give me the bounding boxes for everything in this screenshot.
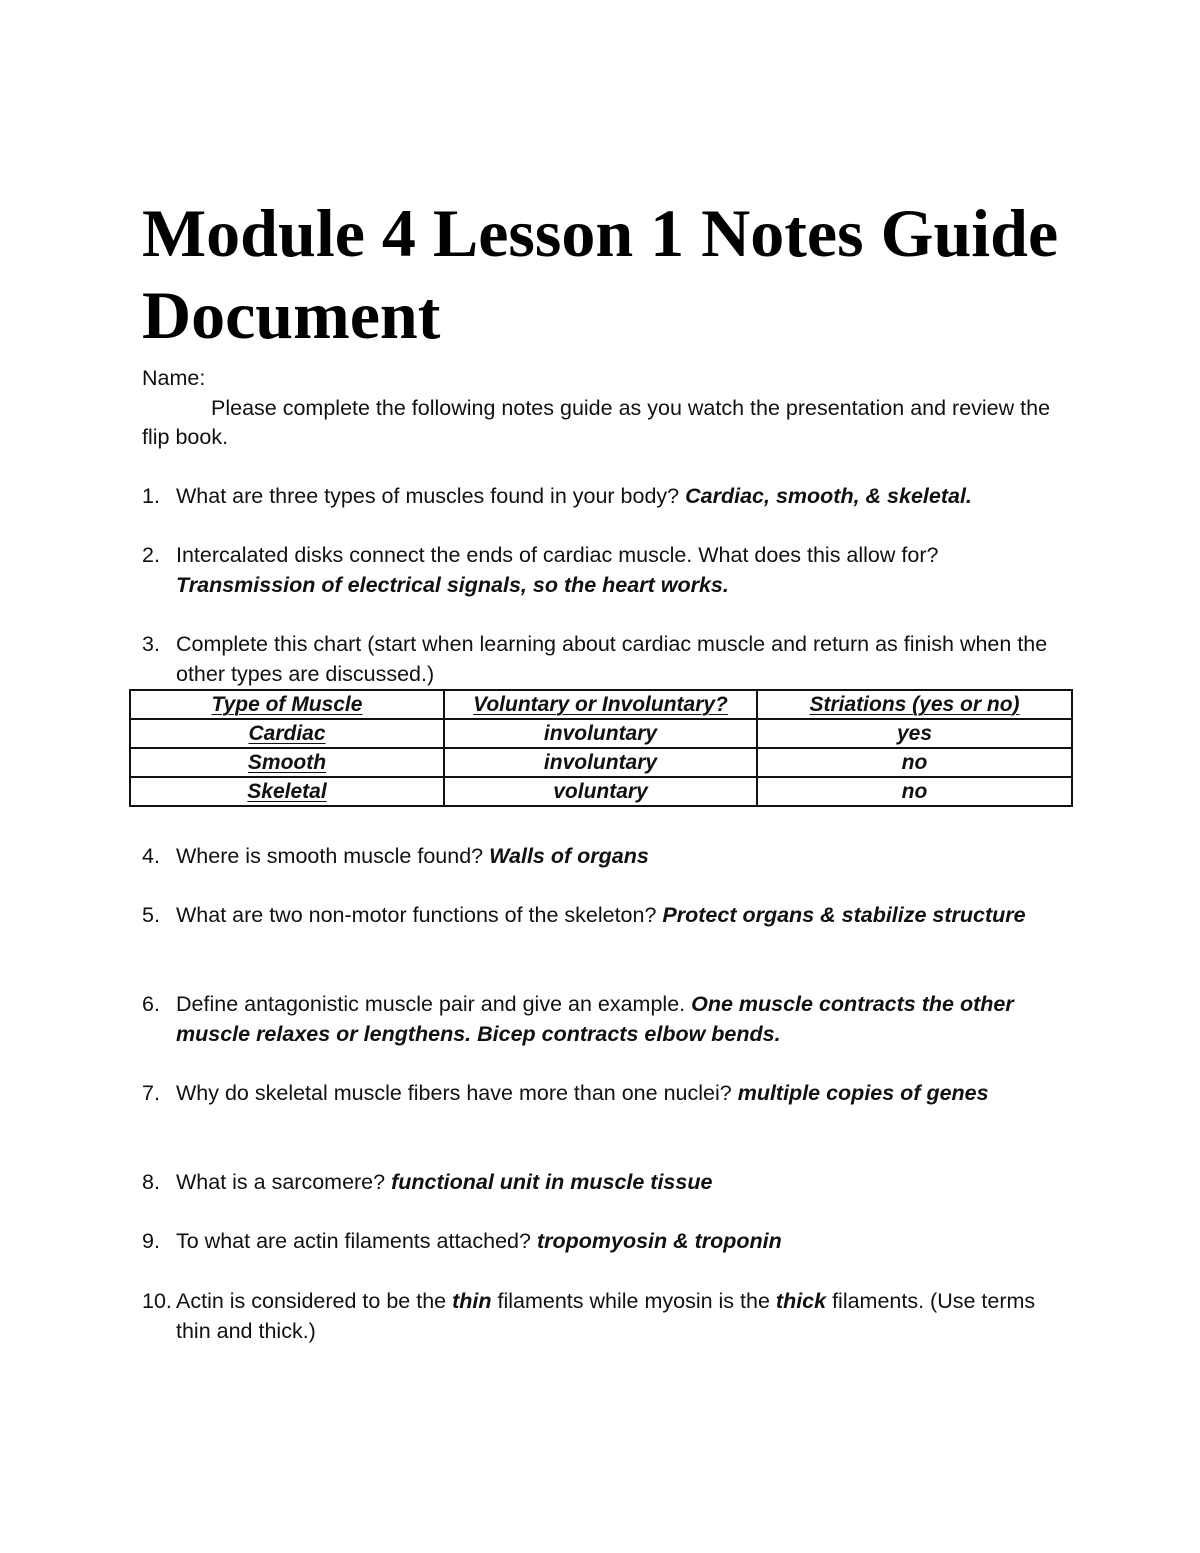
question-5 <box>142 901 1072 931</box>
table-cell: Skeletal <box>130 777 444 806</box>
question-number: 2. <box>142 543 160 567</box>
table-header-cell: Voluntary or Involuntary? <box>444 690 757 719</box>
question-7 <box>142 1079 1072 1109</box>
question-text: What are two non-motor functions of the skeleton? <box>176 903 657 927</box>
question-8 <box>142 1168 1072 1198</box>
muscle-chart-table <box>129 689 1073 807</box>
table-cell: voluntary <box>444 777 757 806</box>
table-cell: yes <box>757 719 1072 748</box>
table-header-row <box>130 690 1072 719</box>
question-number: 5. <box>142 903 160 927</box>
intro-instructions: Please complete the following notes guide as you watch the presentation and review the flip book. <box>142 396 1051 449</box>
table-header-cell: Striations (yes or no) <box>757 690 1072 719</box>
document-title: Module 4 Lesson 1 Notes Guide Document <box>142 195 1059 353</box>
table-row <box>130 719 1072 748</box>
question-answer: functional unit in muscle tissue <box>391 1170 713 1194</box>
question-number: 3. <box>142 632 160 656</box>
table-cell: involuntary <box>444 748 757 777</box>
question-number: 9. <box>142 1229 160 1253</box>
table-cell: no <box>757 748 1072 777</box>
question-number: 1. <box>142 484 160 508</box>
question-answer-blank: thin <box>452 1289 492 1313</box>
question-number: 8. <box>142 1170 160 1194</box>
question-text: Define antagonistic muscle pair and give an example. <box>176 992 686 1016</box>
question-text-part: Actin is considered to be the <box>176 1289 447 1313</box>
table-cell: Cardiac <box>130 719 444 748</box>
question-text-part: filaments. (Use terms thin and thick.) <box>176 1289 1036 1343</box>
question-answer: One muscle contracts the other muscle relaxes or lengthens. Bicep contracts elbow bends. <box>176 992 1014 1046</box>
question-answer: Transmission of electrical signals, so the heart works. <box>176 572 729 597</box>
question-6 <box>142 990 1072 1049</box>
question-answer: Cardiac, smooth, & skeletal. <box>685 484 972 508</box>
question-text: Intercalated disks connect the ends of cardiac muscle. What does this allow for? <box>176 543 939 567</box>
question-number: 10. <box>142 1289 172 1313</box>
table-cell: Smooth <box>130 748 444 777</box>
table-row <box>130 777 1072 806</box>
question-answer: Protect organs & stabilize structure <box>662 903 1026 927</box>
question-3 <box>142 630 1072 689</box>
question-text: To what are actin filaments attached? <box>176 1229 531 1253</box>
table-cell: no <box>757 777 1072 806</box>
question-text: What are three types of muscles found in your body? <box>176 484 680 508</box>
question-answer: tropomyosin & troponin <box>536 1229 782 1253</box>
question-10 <box>142 1287 1072 1346</box>
table-cell: involuntary <box>444 719 757 748</box>
question-answer: multiple copies of genes <box>737 1081 989 1105</box>
table-row <box>130 748 1072 777</box>
table-header-cell: Type of Muscle <box>130 690 444 719</box>
question-text: Why do skeletal muscle fibers have more than one nuclei? <box>176 1081 732 1105</box>
question-number: 6. <box>142 992 160 1016</box>
question-answer: Walls of organs <box>489 844 649 868</box>
question-1 <box>142 482 1072 512</box>
question-text: Where is smooth muscle found? <box>176 844 484 868</box>
question-text: Complete this chart (start when learning about cardiac muscle and return as finish when the other types are discussed.) <box>176 632 1048 686</box>
question-9 <box>142 1227 1072 1257</box>
question-text: What is a sarcomere? <box>176 1170 386 1194</box>
question-number: 7. <box>142 1081 160 1105</box>
question-answer-blank: thick <box>775 1289 827 1313</box>
question-2 <box>142 541 1072 600</box>
name-label: Name: <box>142 366 206 390</box>
question-number: 4. <box>142 844 160 868</box>
question-4 <box>142 842 1072 872</box>
question-text-part: filaments while myosin is the <box>497 1289 770 1313</box>
